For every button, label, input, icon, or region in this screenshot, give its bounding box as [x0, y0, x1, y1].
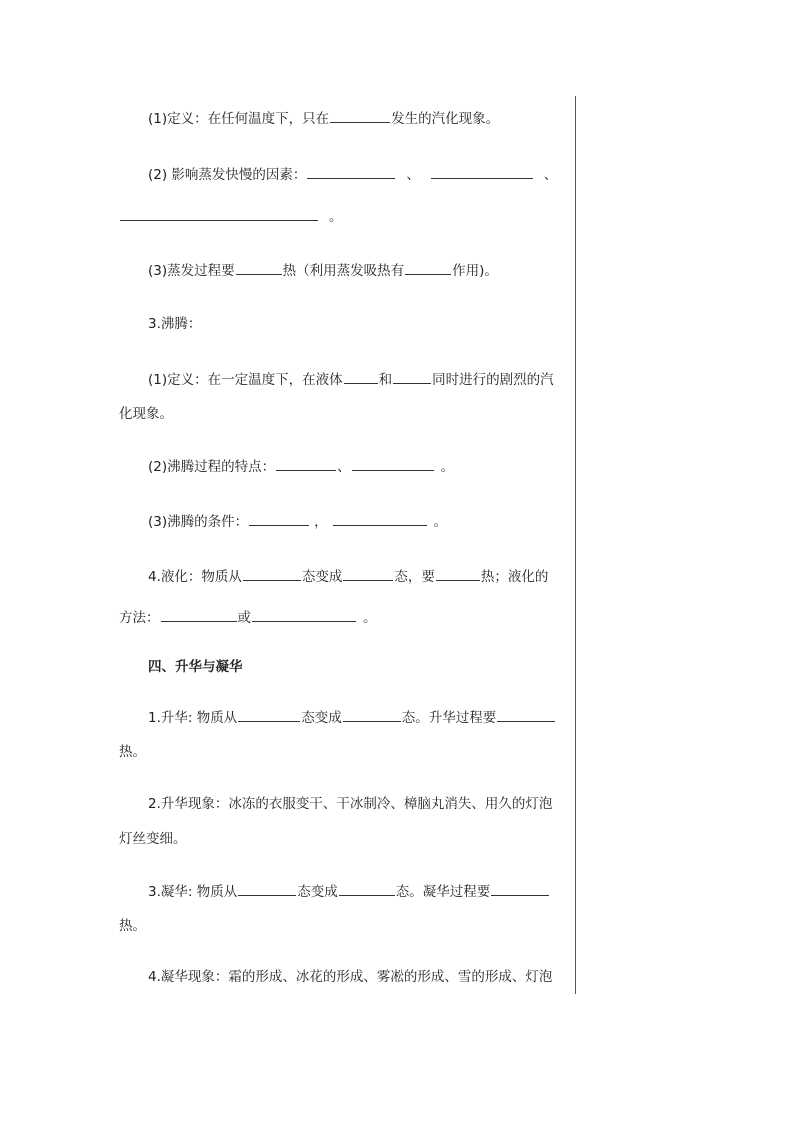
blank[interactable] — [307, 164, 395, 179]
blank[interactable] — [330, 108, 390, 123]
evaporation-definition: (1)定义：在任何温度下，只在 发生的汽化现象。 — [148, 108, 499, 128]
blank[interactable] — [120, 206, 318, 221]
blank[interactable] — [238, 881, 296, 896]
boiling-conditions: (3)沸腾的条件： ， 。 — [148, 511, 447, 531]
sublimation-definition: 1.升华: 物质从 态变成 态。升华过程要 — [148, 707, 556, 727]
blank[interactable] — [249, 511, 309, 526]
blank[interactable] — [343, 566, 393, 581]
boiling-title: 3.沸腾： — [148, 316, 202, 332]
deposition-phenomena: 4.凝华现象：霜的形成、冰花的形成、雾凇的形成、雪的形成、灯泡 — [148, 969, 553, 985]
section-heading: 四、升华与凝华 — [148, 659, 243, 675]
boiling-definition-cont: 化现象。 — [119, 406, 173, 422]
evaporation-process: (3)蒸发过程要 热（利用蒸发吸热有 作用)。 — [148, 260, 498, 280]
deposition-definition: 3.凝华: 物质从 态变成 态。凝华过程要 — [148, 881, 550, 901]
blank[interactable] — [238, 707, 300, 722]
blank[interactable] — [343, 707, 401, 722]
blank[interactable] — [393, 369, 431, 384]
blank[interactable] — [161, 607, 237, 622]
sublimation-definition-cont: 热。 — [119, 744, 146, 760]
blank[interactable] — [405, 260, 451, 275]
boiling-features: (2)沸腾过程的特点： 、 。 — [148, 456, 454, 476]
deposition-definition-cont: 热。 — [119, 918, 146, 934]
blank[interactable] — [243, 566, 301, 581]
blank[interactable] — [339, 881, 395, 896]
blank[interactable] — [436, 566, 480, 581]
page-right-rule — [575, 96, 576, 994]
blank[interactable] — [333, 511, 427, 526]
blank[interactable] — [497, 707, 555, 722]
liquefaction-line2: 方法： 或 。 — [119, 607, 377, 627]
blank[interactable] — [236, 260, 282, 275]
blank[interactable] — [352, 456, 434, 471]
blank[interactable] — [491, 881, 549, 896]
liquefaction-line1: 4.液化：物质从 态变成 态，要 热；液化的 — [148, 566, 548, 586]
evaporation-factors-cont: 。 — [119, 206, 343, 226]
evaporation-factors: (2) 影响蒸发快慢的因素： 、 、 — [148, 164, 557, 184]
sublimation-phenomena: 2.升华现象：冰冻的衣服变干、干冰制冷、樟脑丸消失、用久的灯泡 — [148, 796, 553, 812]
blank[interactable] — [276, 456, 336, 471]
blank[interactable] — [431, 164, 533, 179]
boiling-definition: (1)定义：在一定温度下，在液体 和 同时进行的剧烈的汽 — [148, 369, 554, 389]
sublimation-phenomena-cont: 灯丝变细。 — [119, 831, 187, 847]
blank[interactable] — [344, 369, 378, 384]
blank[interactable] — [252, 607, 356, 622]
